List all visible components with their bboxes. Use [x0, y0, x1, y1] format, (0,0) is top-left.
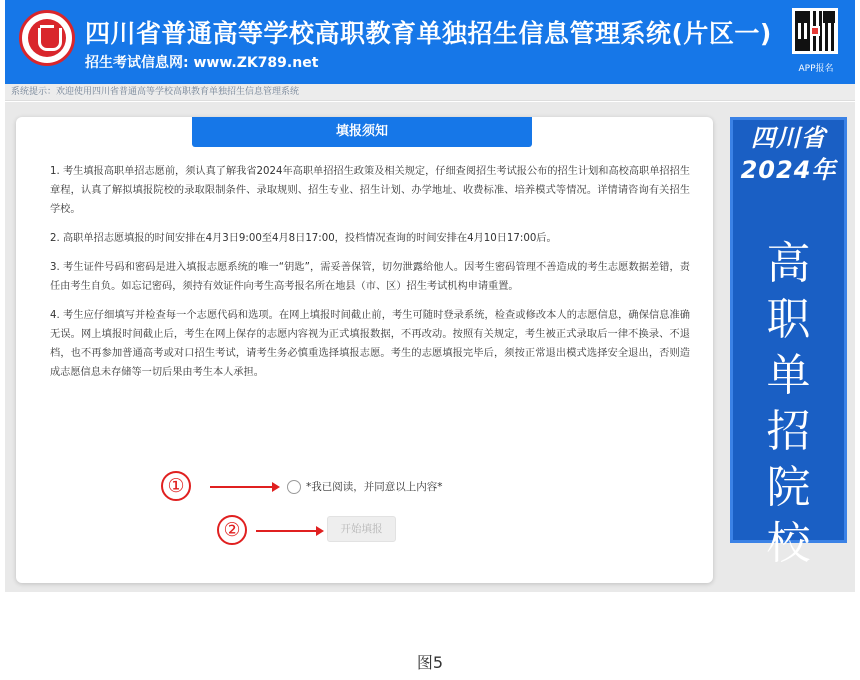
banner-char: 职: [766, 294, 811, 345]
side-banner: [730, 117, 847, 569]
banner-char: 高: [766, 238, 811, 289]
step-2-arrow-icon: [256, 530, 322, 532]
banner-char: 院: [766, 462, 811, 513]
start-filling-button[interactable]: 开始填报: [327, 516, 396, 542]
agree-label[interactable]: *我已阅读，并同意以上内容*: [306, 481, 443, 493]
banner-vertical-text: [733, 236, 844, 572]
app-signup-label[interactable]: APP报名: [798, 64, 834, 74]
banner-year: 2024年: [740, 156, 837, 184]
rule-item: 3. 考生证件号码和密码是进入填报志愿系统的唯一“钥匙”，需妥善保管，切勿泄露给他人。因考生密码管理不善造成的考生志愿数据差错，责任由考生自负。如忘记密码，须持有效证件向考生高考报名所在地县（市、区）招生考试机构申请重置。: [50, 262, 690, 292]
school-logo-icon: [19, 10, 75, 66]
banner-char: 招: [766, 406, 811, 457]
banner-province: 四川省: [751, 124, 826, 152]
system-notice: 系统提示：欢迎使用四川省普通高等学校高职教育单独招生信息管理系统: [5, 84, 855, 101]
rule-item: 2. 高职单招志愿填报的时间安排在4月3日9:00至4月8日17:00，投档情况查询的时间安排在4月10日17:00后。: [50, 233, 557, 244]
rule-item: 1. 考生填报高职单招志愿前，须认真了解我省2024年高职单招招生政策及相关规定，仔细查阅招生考试报公布的招生计划和高校高职单招招生章程，认真了解拟填报院校的录取限制条件、录取规则、招生专业、招生计划、办学地址、收费标准、培养模式等情况。详情请咨询有关招生学校。: [50, 166, 690, 215]
instructions-card: [16, 117, 713, 583]
step-2-marker: ②: [217, 515, 247, 545]
rules-list: [50, 162, 690, 392]
rule-item: 4. 考生应仔细填写并检查每一个志愿代码和选项。在网上填报时间截止前，考生可随时登录系统，检查或修改本人的志愿信息，确保信息准确无误。网上填报时间截止后，考生在网上保存的志愿内容视为正式填报数据，不再改动。按照有关规定，考生被正式录取后一律不换录、不退档，也不再参加普通高考或对口招生考试，请考生务必慎重选择填报志愿。考生的志愿填报完毕后，须按正常退出模式选择安全退出，否则造成志愿信息未存储等一切后果由考生本人承担。: [50, 310, 690, 378]
banner-char: 单: [766, 350, 811, 401]
site-subtitle: 招生考试信息网: www.ZK789.net: [85, 55, 319, 71]
card-title: 填报须知: [192, 117, 532, 147]
banner-char: 校: [766, 518, 811, 569]
site-header: [5, 0, 855, 84]
app-qr-code-icon[interactable]: [792, 8, 838, 54]
site-title: 四川省普通高等学校高职教育单独招生信息管理系统(片区一): [85, 19, 772, 48]
step-1-arrow-icon: [210, 486, 278, 488]
agree-radio[interactable]: [287, 480, 301, 494]
step-1-marker: ①: [161, 471, 191, 501]
figure-caption: 图5: [416, 653, 444, 672]
